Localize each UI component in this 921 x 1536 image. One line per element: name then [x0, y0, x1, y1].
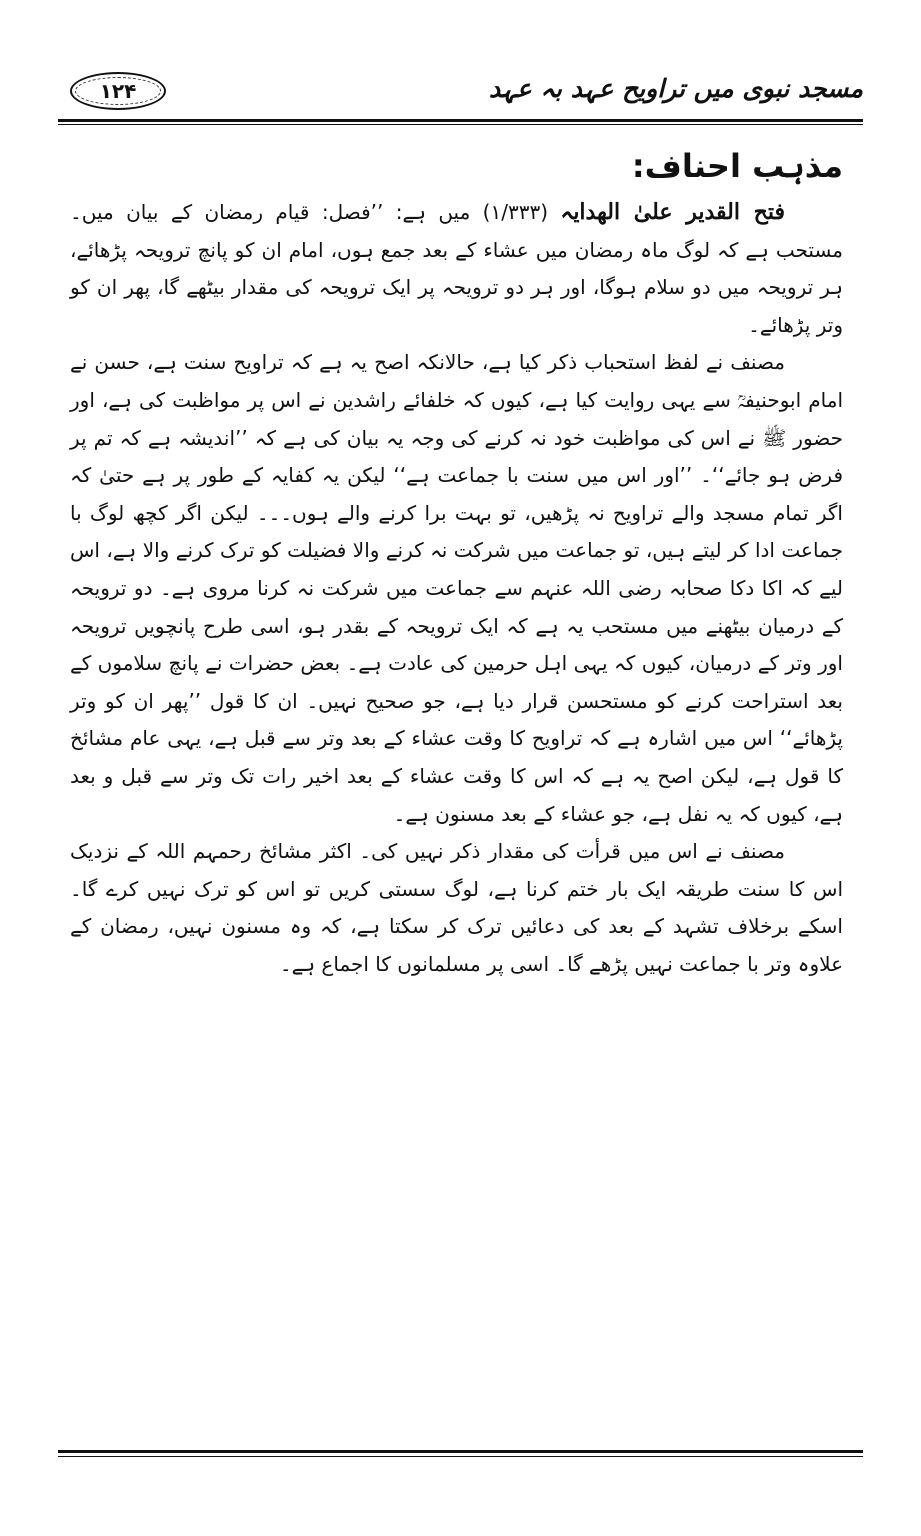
page-body	[70, 138, 843, 983]
paragraph-2: مصنف نے لفظ استحباب ذکر کیا ہے، حالانکہ اصح یہ ہے کہ تراویح سنت ہے، حسن نے امام ابوحنیفہؒ سے یہی روایت کیا ہے، کیوں کہ خلفائے راشدین نے اس پر مواظبت کی ہے، اور حضور ﷺ نے اس کی مواظبت خود نہ کرنے کی وجہ یہ بیان کی ہے کہ ’’اندیشہ ہے کہ تم پر فرض ہو جائے‘‘۔ ’’اور اس میں سنت با جماعت ہے‘‘ لیکن یہ کفایہ کے طور پر ہے حتیٰ کہ اگر تمام مسجد والے تراویح نہ پڑھیں، تو بہت برا کرنے والے ہوں۔۔۔ لیکن اگر کچھ لوگ با جماعت ادا کر لیتے ہیں، تو جماعت میں شرکت نہ کرنے والا فضیلت کو ترک کرنے والا ہے، اس لیے کہ اکا دکا صحابہ رضی اللہ عنہم سے جماعت میں شرکت نہ کرنا مروی ہے۔ دو ترویحہ کے درمیان بیٹھنے میں مستحب یہ ہے کہ ایک ترویحہ کے بقدر ہو، اسی طرح پانچویں ترویحہ اور وتر کے درمیان، کیوں کہ یہی اہل حرمین کی عادت ہے۔ بعض حضرات نے پانچ سلاموں کے بعد استراحت کرنے کو مستحسن قرار دیا ہے، جو صحیح نہیں۔ ان کا قول ’’پھر ان کو وتر پڑھائے‘‘ اس میں اشارہ ہے کہ تراویح کا وقت عشاء کے بعد وتر سے قبل ہے، یہی عام مشائخ کا قول ہے، لیکن اصح یہ ہے کہ اس کا وقت عشاء کے بعد اخیر رات تک وتر سے قبل و بعد ہے، کیوں کہ یہ نفل ہے، جو عشاء کے بعد مسنون ہے۔	[70, 350, 843, 826]
paragraph-1	[70, 194, 843, 344]
running-book-title: مسجد نبوی میں تراویح عہد بہ عہد	[489, 74, 863, 103]
page-header	[60, 70, 863, 122]
paragraph-1-text: (۱/۳۳۳) میں ہے: ’’فصل: قیام رمضان کے بیان میں۔ مستحب ہے کہ لوگ ماہ رمضان میں عشاء کے بعد جمع ہوں، امام ان کو پانچ ترویحہ پڑھائے، ہر ترویحہ میں دو سلام ہوگا، اور ہر دو ترویحہ پر ایک ترویحہ کی مقدار بیٹھے گا، پھر ان کو وتر پڑھائے۔	[70, 200, 843, 337]
footer-rule-thin	[58, 1456, 863, 1457]
header-rule-thick	[58, 119, 863, 122]
page-number: ۱۲۴	[99, 79, 137, 103]
page-number-badge	[70, 72, 166, 110]
source-title: فتح القدیر علیٰ الھدایہ	[560, 199, 785, 225]
section-heading: مذہب احناف:	[631, 147, 843, 185]
paragraph-3: مصنف نے اس میں قرأت کی مقدار ذکر نہیں کی۔ اکثر مشائخ رحمہم اللہ کے نزدیک اس کا سنت طریقہ ایک بار ختم کرنا ہے، لوگ سستی کریں تو اس کو ترک نہیں کرے گا۔ اسکے برخلاف تشہد کے بعد کی دعائیں ترک کر سکتا ہے، کہ وہ مسنون نہیں، رمضان کے علاوہ وتر با جماعت نہیں پڑھے گا۔ اسی پر مسلمانوں کا اجماع ہے۔	[70, 839, 843, 976]
footer-rule-thick	[58, 1450, 863, 1453]
header-rule-thin	[58, 124, 863, 125]
